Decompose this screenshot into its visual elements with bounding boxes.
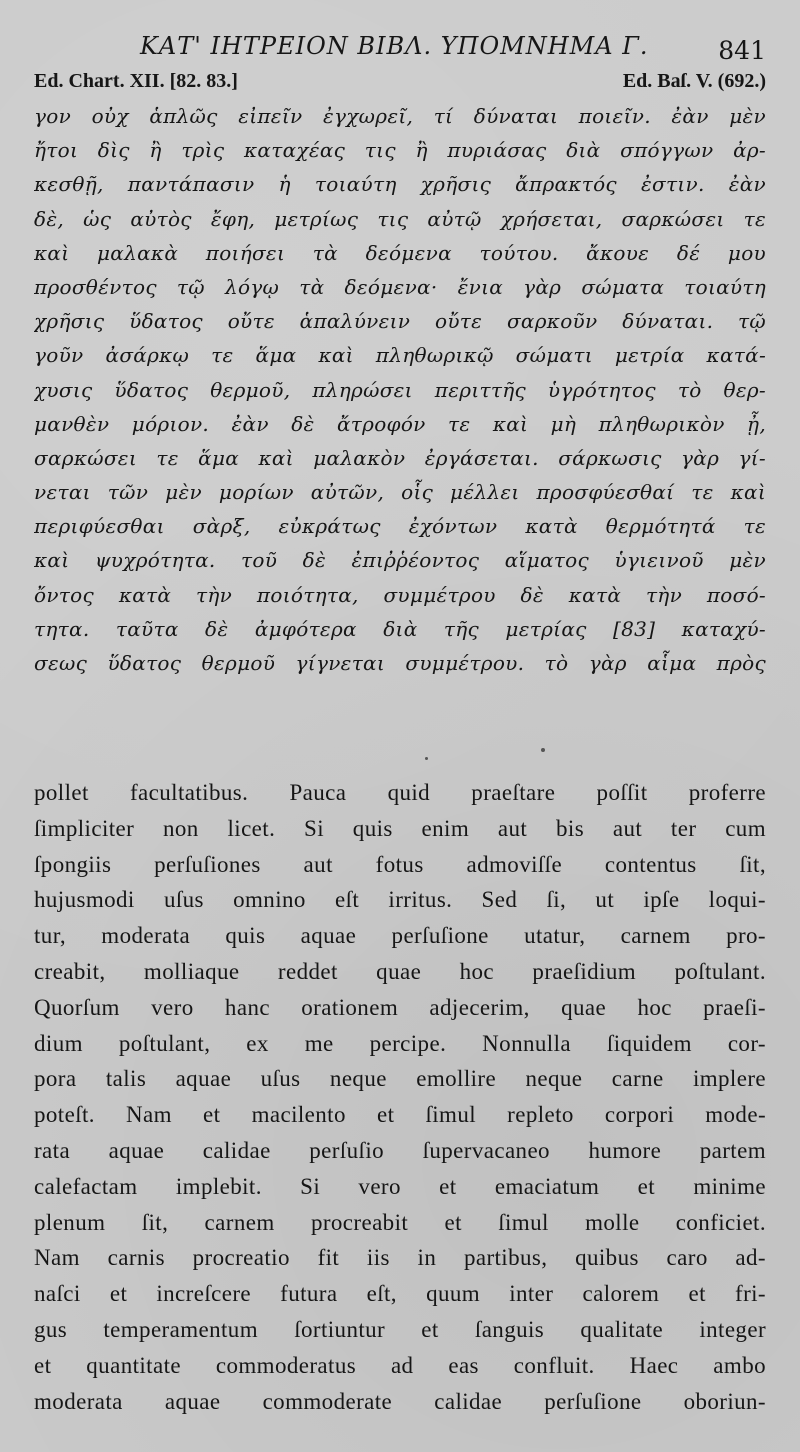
greek-line: σαρκώσει τε ἅμα καὶ μαλακὸν ἐργάσεται. σάρκωσις γὰρ γί-: [34, 445, 766, 470]
greek-line: καὶ ψυχρότητα. τοῦ δὲ ἐπιῤῥέοντος αἵματος ὑγιεινοῦ μὲν: [34, 548, 766, 573]
greek-line: προσθέντος τῷ λόγῳ τὰ δεόμενα· ἔνια γὰρ σώματα τοιαύτη: [34, 274, 766, 299]
latin-line: moderata aquae commoderate calidae perſuſione oboriun-: [34, 1388, 766, 1414]
latin-line: creabit, molliaque reddet quae hoc praeſidium poſtulant.: [34, 958, 766, 984]
latin-line: Nam carnis procreatio fit iis in partibus, quibus caro ad-: [34, 1245, 766, 1271]
latin-line: ſpongiis perſuſiones aut fotus admoviſſe contentus ſit,: [34, 851, 766, 877]
print-speck: [541, 748, 545, 752]
latin-line: ſimpliciter non licet. Si quis enim aut bis aut ter cum: [34, 815, 766, 841]
latin-text-block: [34, 775, 766, 1419]
latin-line: pollet facultatibus. Pauca quid praeſtare poſſit proferre: [34, 780, 766, 805]
greek-line: σεως ὕδατος θερμοῦ γίγνεται συμμέτρου. τὸ γὰρ αἷμα πρὸς: [34, 651, 766, 675]
greek-line: δὲ, ὡς αὐτὸς ἔφη, μετρίως τις αὐτῷ χρήσεται, σαρκώσει τε: [34, 206, 766, 231]
latin-line: hujusmodi uſus omnino eſt irritus. Sed ſi, ut ipſe loqui-: [34, 887, 766, 913]
edition-chartier: Ed. Chart. XII. [82. 83.]: [34, 70, 238, 92]
latin-line: naſci et increſcere futura eſt, quum inter calorem et fri-: [34, 1281, 766, 1307]
running-head: [0, 28, 800, 68]
latin-line: Quorſum vero hanc orationem adjecerim, quae hoc praeſi-: [34, 994, 766, 1020]
greek-line: περιφύεσθαι σὰρξ, εὐκράτως ἐχόντων κατὰ θερμότητά τε: [34, 514, 766, 539]
greek-line: γοῦν ἀσάρκῳ τε ἅμα καὶ πληθωρικῷ σώματι μετρία κατά-: [34, 343, 766, 368]
latin-line: plenum ſit, carnem procreabit et ſimul molle conficiet.: [34, 1209, 766, 1235]
latin-line: dium poſtulant, ex me percipe. Nonnulla ſiquidem cor-: [34, 1030, 766, 1056]
print-speck: [425, 757, 428, 760]
latin-line: calefactam implebit. Si vero et emaciatum et minime: [34, 1173, 766, 1199]
latin-line: gus temperamentum ſortiuntur et ſanguis qualitate integer: [34, 1316, 766, 1342]
greek-line: χρῆσις ὕδατος οὔτε ἁπαλύνειν οὔτε σαρκοῦν δύναται. τῷ: [34, 309, 766, 334]
greek-line: ἤτοι δὶς ἢ τρὶς καταχέας τις ἢ πυριάσας διὰ σπόγγων ἀρ-: [34, 138, 766, 163]
latin-line: et quantitate commoderatus ad eas confluit. Haec ambo: [34, 1352, 766, 1378]
latin-line: poteſt. Nam et macilento et ſimul repleto corpori mode-: [34, 1102, 766, 1128]
greek-line: ὄντος κατὰ τὴν ποιότητα, συμμέτρου δὲ κατὰ τὴν ποσό-: [34, 582, 766, 607]
greek-line: μανθὲν μόριον. ἐὰν δὲ ἄτροφόν τε καὶ μὴ πληθωρικὸν ᾖ,: [34, 411, 766, 436]
latin-line: pora talis aquae uſus neque emollire neque carne implere: [34, 1066, 766, 1092]
greek-line: χυσις ὕδατος θερμοῦ, πληρώσει περιττῆς ὑγρότητος τὸ θερ-: [34, 377, 766, 402]
latin-line: tur, moderata quis aquae perſuſione utatur, carnem pro-: [34, 923, 766, 949]
greek-line: καὶ μαλακὰ ποιήσει τὰ δεόμενα τούτου. ἄκουε δέ μου: [34, 240, 766, 265]
greek-line: γον οὐχ ἁπλῶς εἰπεῖν ἐγχωρεῖ, τί δύναται ποιεῖν. ἐὰν μὲν: [34, 104, 766, 128]
page-number: 841: [718, 36, 766, 65]
latin-line: rata aquae calidae perſuſio ſupervacaneo humore partem: [34, 1137, 766, 1163]
greek-text-block: [34, 99, 766, 680]
edition-basel: Ed. Baſ. V. (692.): [622, 70, 766, 92]
greek-line: νεται τῶν μὲν μορίων αὐτῶν, οἷς μέλλει προσφύεσθαί τε καὶ: [34, 480, 766, 505]
edition-line: [34, 70, 766, 100]
running-title: ΚΑΤ' ΙΗΤΡΕΙΟΝ ΒΙΒΛ. ΥΠΟΜΝΗΜΑ Γ.: [140, 32, 649, 60]
greek-line: τητα. ταῦτα δὲ ἀμφότερα διὰ τῆς μετρίας [83] καταχύ-: [34, 616, 766, 641]
greek-line: κεσθῇ, παντάπασιν ἡ τοιαύτη χρῆσις ἄπρακτός ἐστιν. ἐὰν: [34, 172, 766, 197]
